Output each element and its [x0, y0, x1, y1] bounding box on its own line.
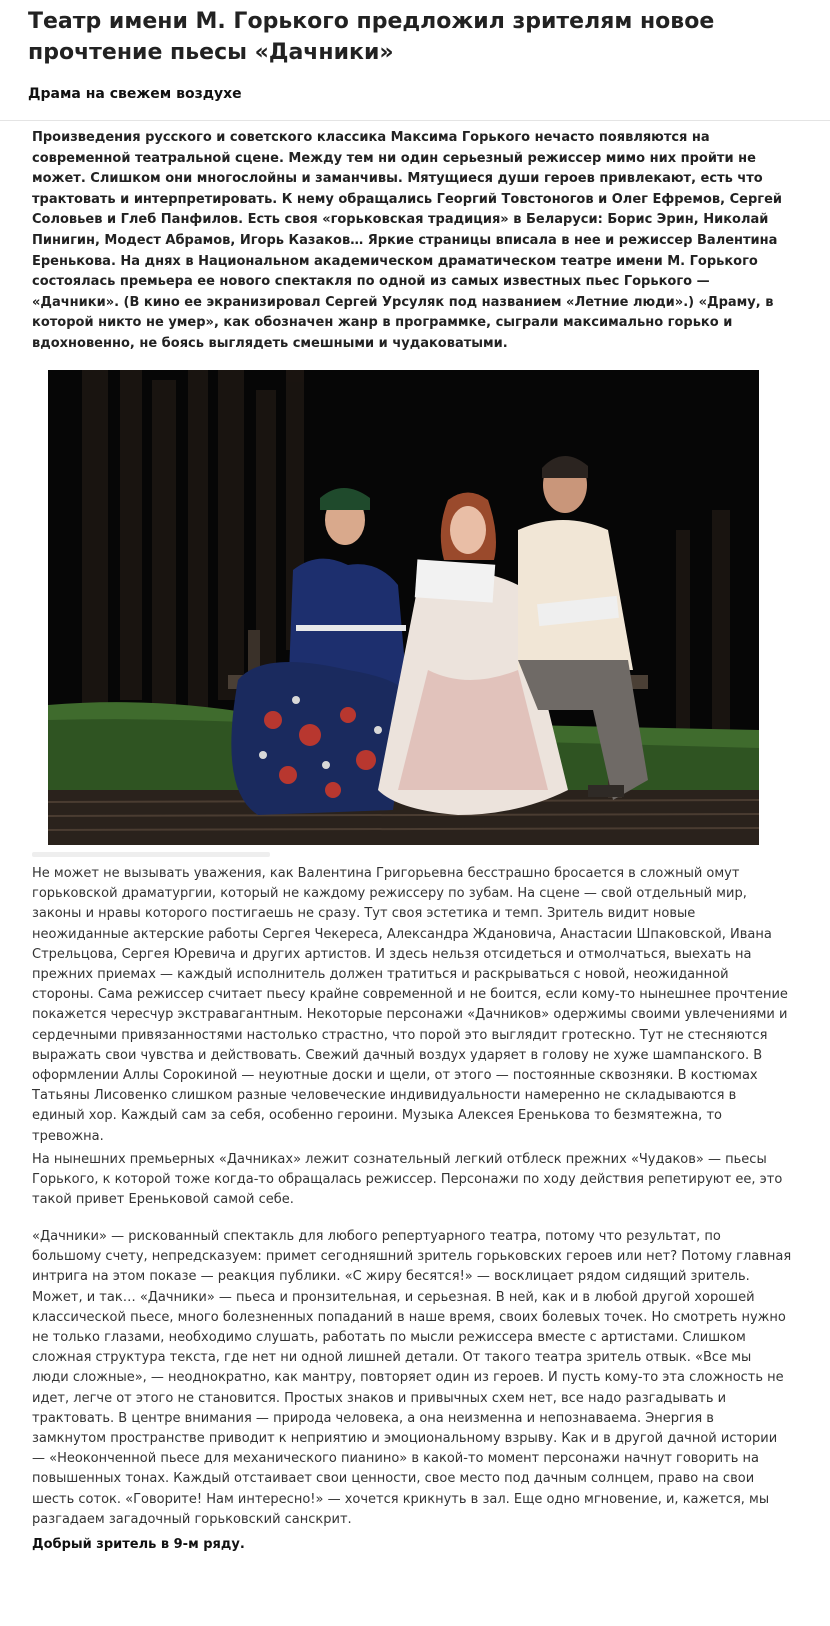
article-subtitle: Драма на свежем воздухе — [28, 86, 242, 102]
article-paragraph-3: «Дачники» — рискованный спектакль для любого репертуарного театра, потому что результат, по большому счету, непредсказуем: примет сегодняшний зритель горьковских героев или нет? Потому главная интрига на этом показе — реакция публики. «С жиру бесятся!» — восклицает рядом сидящий зритель. Может, и так… «Дачники» — пьеса и пронзительная, и серьезная. В ней, как и в любой другой хорошей классической пьесе, много болезненных попаданий в наше время, своих болевых точек. Но смотреть нужно не только глазами, необходимо слушать, работать по мысли режиссера вместе с артистами. Слишком сложная структура текста, где нет ни одной лишней детали. От такого театра зритель отвык. «Все мы люди сложные», — неоднократно, как мантру, повторяет один из героев. И пусть кому-то эта сложность не идет, легче от этого не становится. Простых знаков и привычных схем нет, все надо разгадывать и трактовать. В центре внимания — природа человека, а она неизменна и непознаваема. Энергия в замкнутом пространстве приводит к неприятию и эмоциональному взрыву. Как и в другой дачной истории — «Неоконченной пьесе для механического пианино» в какой-то момент персонажи начнут говорить на повышенных тонах. Каждый отстаивает свои ценности, свое место под дачным солнцем, право на свои шесть соток. «Говорите! Нам интересно!» — хочется крикнуть в зал. Еще одно мгновение, и, кажется, мы разгадаем загадочный горьковский санскрит. — [32, 1229, 792, 1527]
article-photo[interactable] — [48, 370, 759, 845]
article-signature: Добрый зритель в 9-м ряду. — [32, 1537, 245, 1552]
article-title: Театр имени М. Горького предложил зрителям новое прочтение пьесы «Дачники» — [28, 9, 715, 65]
photo-caption-credit — [32, 852, 270, 857]
script-paper — [415, 559, 495, 602]
stage-scene-illustration — [48, 370, 759, 845]
article-lead: Произведения русского и советского классика Максима Горького нечасто появляются на современной театральной сцене. Между тем ни один серьезный режиссер мимо них пройти не может. Слишком они многослойны и заманчивы. Мятущиеся души героев привлекают, есть что трактовать и интерпретировать. К нему обращались Георгий Товстоногов и Олег Ефремов, Сергей Соловьев и Глеб Панфилов. Есть своя «горьковская традиция» в Беларуси: Борис Эрин, Николай Пинигин, Модест Абрамов, Игорь Казаков… Яркие страницы вписала в нее и режиссер Валентина Еренькова. На днях в Национальном академическом драматическом театре имени М. Горького состоялась премьера ее нового спектакля по одной из самых известных пьес Горького — «Дачники». (В кино ее экранизировал Сергей Урсуляк под названием «Летние люди».) «Драму, в которой никто не умер», как обозначен жанр в программке, сыграли максимально горько и вдохновенно, не боясь выглядеть смешными и чудаковатыми. — [32, 130, 782, 351]
article-paragraph-2: На нынешних премьерных «Дачниках» лежит сознательный легкий отблеск прежних «Чудаков» — пьесы Горького, к которой тоже когда-то обращалась режиссер. Персонажи по ходу действия репетируют ее, это такой привет Ереньковой самой себе. — [32, 1152, 783, 1208]
article-paragraph-1: Не может не вызывать уважения, как Валентина Григорьевна бесстрашно бросается в сложный омут горьковской драматургии, который не каждому режиссеру по зубам. На сцене — свой отдельный мир, законы и нравы которого постигаешь не сразу. Тут своя эстетика и темп. Зритель видит новые неожиданные актерские работы Сергея Чекереса, Александра Ждановича, Анастасии Шпаковской, Ивана Стрельцова, Сергея Юревича и других артистов. И здесь нельзя отсидеться и отмолчаться, выехать на прежних приемах — каждый исполнитель должен тратиться и раскрываться с новой, неожиданной стороны. Сама режиссер считает пьесу крайне современной и не боится, если кому-то нынешнее прочтение покажется чересчур экстравагантным. Некоторые персонажи «Дачников» одержимы своими увлечениями и сердечными привязанностями настолько страстно, что порой это выглядит гротескно. Тут не стесняются выражать свои чувства и действовать. Свежий дачный воздух ударяет в голову не хуже шампанского. В оформлении Аллы Сорокиной — неуютные доски и щели, от этого — постоянные сквозняки. В костюмах Татьяны Лисовенко слишком разные человеческие индивидуальности намеренно не складываются в единый хор. Каждый сам за себя, особенно героини. Музыка Алексея Еренькова то безмятежна, то тревожна. — [32, 866, 788, 1144]
header-divider — [0, 120, 830, 121]
